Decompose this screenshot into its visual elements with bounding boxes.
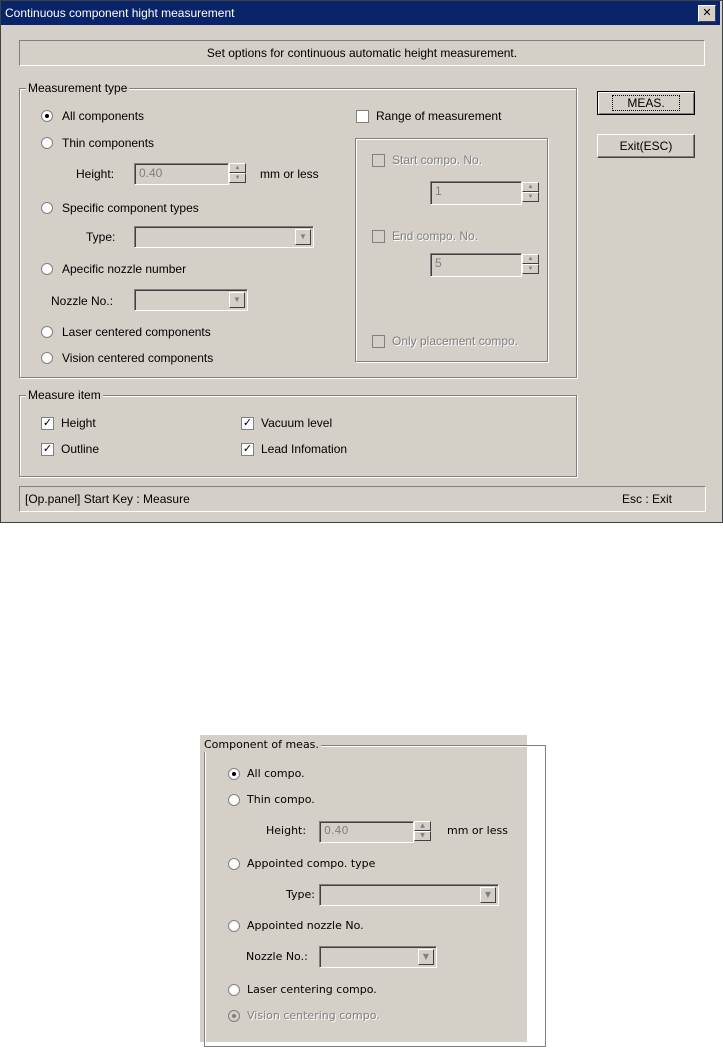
spin-up-icon[interactable]: ▲ [229,163,246,173]
radio-all-components[interactable] [41,110,53,122]
end-compo-input[interactable]: 5 [430,253,522,277]
p2-height-input[interactable]: 0.40 [319,821,414,843]
spin-up-icon[interactable]: ▲ [414,821,431,831]
meas-button[interactable] [597,91,695,115]
radio-thin-components[interactable] [41,137,53,149]
window-title: Continuous component hight measurement [5,6,235,20]
radio-thin-compo[interactable] [228,794,240,806]
radio-appointed-type[interactable] [228,858,240,870]
status-right: Esc : Exit [622,492,673,506]
end-compo-spinner[interactable] [522,254,539,274]
height-label: Height: [76,167,115,181]
measure-item-group [19,395,577,477]
height-input[interactable]: 0.40 [134,163,229,185]
title-bar [1,1,720,25]
meas-button-label: MEAS. [612,95,679,111]
p2-nozzle-label: Nozzle No.: [246,950,308,963]
radio-vision[interactable] [41,352,53,364]
only-placement-label: Only placement compo. [392,334,519,348]
thin-compo-label: Thin compo. [247,793,315,806]
range-label: Range of measurement [376,109,502,123]
outline-label: Outline [61,442,100,456]
p2-height-unit: mm or less [447,824,508,837]
measurement-type-legend: Measurement type [28,81,128,95]
all-compo-label: All compo. [247,767,305,780]
spin-down-icon[interactable]: ▼ [229,173,246,183]
appointed-type-label: Appointed compo. type [247,857,376,870]
component-of-meas-legend: Component of meas. [204,738,319,751]
chevron-down-icon[interactable]: ▼ [480,887,496,903]
p2-height-spinner[interactable] [414,821,431,841]
start-compo-checkbox[interactable] [372,154,385,167]
spin-up-icon[interactable]: ▲ [522,182,539,192]
appointed-nozzle-label: Appointed nozzle No. [247,919,364,932]
height-checkbox[interactable]: ✓ [42,417,53,429]
start-compo-spinner[interactable] [522,182,539,202]
close-icon[interactable]: ✕ [698,5,716,22]
nozzle-label: Nozzle No.: [51,294,114,308]
instruction-banner: Set options for continuous automatic height measurement. [19,40,705,66]
end-compo-checkbox[interactable] [372,230,385,243]
chevron-down-icon[interactable]: ▼ [295,229,311,245]
height-item-label: Height [61,416,96,430]
type-label: Type: [86,230,116,244]
range-group [355,138,548,362]
outline-checkbox[interactable]: ✓ [42,443,53,455]
exit-button-label: Exit(ESC) [619,139,673,153]
laser-centering-label: Laser centering compo. [247,983,377,996]
vision-centering-label: Vision centering compo. [247,1009,380,1022]
range-checkbox[interactable] [356,110,369,123]
radio-specific-types[interactable] [41,202,53,214]
type-select[interactable] [134,226,314,248]
p2-type-select[interactable] [319,884,499,906]
component-of-meas-panel [200,735,527,1042]
spin-down-icon[interactable]: ▼ [522,264,539,274]
only-placement-checkbox[interactable] [372,335,385,348]
vision-label: Vision centered components [62,351,214,365]
specific-types-label: Specific component types [62,201,199,215]
lead-label: Lead Infomation [261,442,348,456]
status-left: [Op.panel] Start Key : Measure [25,492,190,506]
chevron-down-icon[interactable]: ▼ [418,949,434,965]
radio-appointed-nozzle[interactable] [228,920,240,932]
laser-label: Laser centered components [62,325,211,339]
radio-laser[interactable] [41,326,53,338]
measure-item-legend: Measure item [28,388,101,402]
exit-button[interactable] [597,134,695,158]
lead-checkbox[interactable]: ✓ [242,443,253,455]
all-components-label: All components [62,109,145,123]
spin-up-icon[interactable]: ▲ [522,254,539,264]
thin-components-label: Thin components [62,136,155,150]
spin-down-icon[interactable]: ▼ [414,831,431,841]
vacuum-label: Vacuum level [261,416,333,430]
end-compo-label: End compo. No. [392,229,479,243]
radio-laser-centering[interactable] [228,984,240,996]
p2-height-label: Height: [266,824,307,837]
spin-down-icon[interactable]: ▼ [522,192,539,202]
vacuum-checkbox[interactable]: ✓ [242,417,253,429]
height-spinner[interactable] [229,163,246,183]
p2-type-label: Type: [286,888,315,901]
height-unit-label: mm or less [260,167,319,181]
chevron-down-icon[interactable]: ▼ [229,292,245,308]
nozzle-number-label: Apecific nozzle number [62,262,187,276]
start-compo-input[interactable]: 1 [430,181,522,205]
start-compo-label: Start compo. No. [392,153,483,167]
radio-all-compo[interactable] [228,768,240,780]
radio-nozzle-number[interactable] [41,263,53,275]
radio-vision-centering[interactable] [228,1010,240,1022]
